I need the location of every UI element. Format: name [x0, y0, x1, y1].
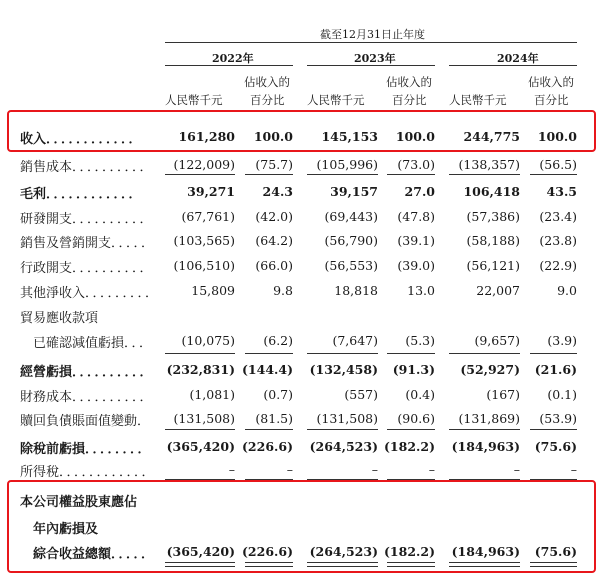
unit-label-2022: 人民幣千元 — [165, 93, 223, 107]
amount-cell: (365,420) — [166, 544, 235, 559]
percent-cell: (0.1) — [547, 387, 577, 402]
percent-cell: (23.8) — [539, 233, 577, 248]
row-label — [20, 156, 154, 175]
year-underline-2022 — [165, 65, 293, 66]
column-rule — [530, 174, 577, 175]
column-rule — [245, 174, 293, 175]
column-rule — [307, 429, 378, 430]
column-rule — [165, 174, 235, 175]
amount-cell: (57,386) — [466, 209, 520, 224]
amount-cell: (1,081) — [189, 387, 235, 402]
amount-cell: 39,271 — [187, 184, 235, 199]
percent-cell: (3.9) — [547, 333, 577, 348]
column-rule — [530, 429, 577, 430]
amount-cell: (10,075) — [181, 333, 235, 348]
percent-cell: 9.0 — [557, 283, 577, 298]
highlight-box-revenue — [7, 110, 596, 152]
percent-cell: (64.2) — [255, 233, 293, 248]
amount-cell: – — [371, 462, 378, 477]
amount-cell: (56,553) — [324, 258, 378, 273]
amount-cell: (7,647) — [332, 333, 378, 348]
column-rule — [449, 174, 520, 175]
percent-cell: (73.0) — [397, 157, 435, 172]
row-label-text: 已確認減值虧損 — [20, 336, 125, 351]
amount-cell: (103,565) — [173, 233, 235, 248]
amount-cell: (131,869) — [458, 411, 520, 426]
percent-cell: 9.8 — [273, 283, 293, 298]
row-label-text: 行政開支 — [20, 261, 73, 276]
pct-label-2023-line1: 佔收入的 — [386, 75, 432, 89]
column-rule — [165, 353, 235, 354]
percent-cell: – — [428, 462, 435, 477]
amount-cell: (106,510) — [173, 258, 235, 273]
row-leader-dots: ．．．．． — [111, 547, 156, 562]
percent-cell: 24.3 — [262, 184, 293, 199]
amount-cell: (58,188) — [466, 233, 520, 248]
amount-cell: (69,443) — [324, 209, 378, 224]
percent-cell: (53.9) — [539, 411, 577, 426]
percent-cell: (226.6) — [242, 544, 293, 559]
percent-cell: (81.5) — [255, 411, 293, 426]
row-label-text: 年內虧損及 — [20, 522, 99, 537]
unit-label-2024: 人民幣千元 — [449, 93, 507, 107]
amount-cell: (184,963) — [451, 439, 520, 454]
row-label-text: 其他淨收入 — [20, 286, 86, 301]
row-leader-dots: ．．．．．．．．．．．． — [59, 465, 156, 480]
column-rule — [530, 353, 577, 354]
row-label — [20, 332, 153, 351]
amount-cell: (131,508) — [316, 411, 378, 426]
percent-cell: 100.0 — [253, 129, 293, 144]
percent-cell: (75.6) — [534, 544, 577, 559]
amount-cell: – — [228, 462, 235, 477]
percent-cell: (75.7) — [255, 157, 293, 172]
pct-label-2022-line2: 百分比 — [250, 93, 285, 107]
percent-cell: (0.4) — [405, 387, 435, 402]
row-label — [20, 386, 154, 405]
row-leader-dots: ．．．．．．．．．． — [72, 160, 154, 175]
column-rule — [387, 353, 435, 354]
percent-cell: (182.2) — [384, 439, 435, 454]
percent-cell: (90.6) — [397, 411, 435, 426]
amount-cell: 106,418 — [463, 184, 520, 199]
row-leader-dots: ．．．．．．．．．． — [72, 365, 154, 380]
row-label-text: 贖回負債賬面值變動 — [20, 414, 138, 429]
row-label-text: 綜合收益總額 — [20, 547, 112, 562]
pct-label-2024-line1: 佔收入的 — [528, 75, 574, 89]
row-leader-dots: ．．．．．．．．．． — [72, 390, 154, 405]
amount-cell: – — [513, 462, 520, 477]
row-label — [20, 183, 143, 202]
unit-label-2023: 人民幣千元 — [307, 93, 365, 107]
row-label-text: 毛利 — [20, 187, 47, 202]
percent-cell: (6.2) — [263, 333, 293, 348]
column-rule — [449, 353, 520, 354]
row-leader-dots: ．．．．．．．．．． — [72, 212, 154, 227]
amount-cell: (67,761) — [181, 209, 235, 224]
row-label-text: 本公司權益股東應佔 — [20, 495, 138, 510]
percent-cell: 100.0 — [537, 129, 577, 144]
amount-cell: 145,153 — [321, 129, 378, 144]
percent-cell: (66.0) — [255, 258, 293, 273]
row-leader-dots: ．．．．．．．．．．．． — [46, 132, 143, 147]
column-rule — [245, 429, 293, 430]
row-label-text: 除稅前虧損 — [20, 442, 86, 457]
amount-cell: (105,996) — [316, 157, 378, 172]
amount-cell: (131,508) — [173, 411, 235, 426]
row-label-text: 銷售成本 — [20, 160, 73, 175]
percent-cell: (75.6) — [534, 439, 577, 454]
percent-cell: (22.9) — [539, 258, 577, 273]
row-leader-dots: ．．． — [124, 336, 154, 351]
percent-cell: 43.5 — [546, 184, 577, 199]
row-label — [20, 307, 98, 326]
row-leader-dots: ．．．．． — [111, 236, 156, 251]
percent-cell: 27.0 — [404, 184, 435, 199]
row-leader-dots: ． — [137, 414, 152, 429]
percent-cell: (5.3) — [405, 333, 435, 348]
row-leader-dots: ．．．．．．．． — [85, 442, 152, 457]
year-underline-2024 — [449, 65, 577, 66]
amount-cell: (264,523) — [309, 439, 378, 454]
percent-cell: 100.0 — [395, 129, 435, 144]
percent-cell: (226.6) — [242, 439, 293, 454]
percent-cell: (39.0) — [397, 258, 435, 273]
amount-cell: (264,523) — [309, 544, 378, 559]
column-rule — [307, 174, 378, 175]
row-label — [20, 208, 154, 227]
row-label — [20, 257, 154, 276]
amount-cell: (56,121) — [466, 258, 520, 273]
amount-cell: (56,790) — [324, 233, 378, 248]
column-rule — [245, 353, 293, 354]
amount-cell: (232,831) — [166, 362, 235, 377]
column-rule — [307, 353, 378, 354]
percent-cell: (47.8) — [397, 209, 435, 224]
row-label — [20, 410, 151, 429]
percent-cell: (39.1) — [397, 233, 435, 248]
amount-cell: 244,775 — [463, 129, 520, 144]
row-label-text: 銷售及營銷開支 — [20, 236, 112, 251]
percent-cell: (91.3) — [392, 362, 435, 377]
row-label-text: 收入 — [20, 132, 47, 147]
amount-cell: (557) — [344, 387, 378, 402]
amount-cell: (9,657) — [474, 333, 520, 348]
amount-cell: 39,157 — [330, 184, 378, 199]
row-label — [20, 461, 156, 480]
year-2023: 2023年 — [354, 52, 396, 65]
percent-cell: (42.0) — [255, 209, 293, 224]
pct-label-2022-line1: 佔收入的 — [244, 75, 290, 89]
percent-cell: (144.4) — [242, 362, 293, 377]
amount-cell: 22,007 — [476, 283, 520, 298]
year-2024: 2024年 — [497, 52, 539, 65]
column-rule — [165, 429, 235, 430]
row-label-text: 財務成本 — [20, 390, 73, 405]
row-label-text: 經營虧損 — [20, 365, 73, 380]
amount-cell: (365,420) — [166, 439, 235, 454]
amount-cell: (132,458) — [309, 362, 378, 377]
period-underline — [165, 42, 577, 43]
pct-label-2023-line2: 百分比 — [392, 93, 427, 107]
percent-cell: – — [570, 462, 577, 477]
column-rule — [387, 429, 435, 430]
percent-cell: (182.2) — [384, 544, 435, 559]
amount-cell: (138,357) — [458, 157, 520, 172]
row-leader-dots: ．．．．．．．．． — [85, 286, 160, 301]
period-heading: 截至12月31日止年度 — [320, 28, 425, 41]
row-label-text: 研發開支 — [20, 212, 73, 227]
amount-cell: (122,009) — [173, 157, 235, 172]
row-label — [20, 438, 152, 457]
row-label-text: 貿易應收款項 — [20, 311, 99, 326]
row-label-text: 所得稅 — [20, 465, 60, 480]
percent-cell: (0.7) — [263, 387, 293, 402]
percent-cell: (56.5) — [539, 157, 577, 172]
amount-cell: 18,818 — [334, 283, 378, 298]
row-leader-dots: ．．．．．．．．．． — [72, 261, 154, 276]
row-leader-dots: ．．．．．．．．．．．． — [46, 187, 143, 202]
percent-cell: – — [286, 462, 293, 477]
row-label — [20, 361, 154, 380]
row-label — [20, 232, 155, 251]
percent-cell: (21.6) — [534, 362, 577, 377]
amount-cell: 161,280 — [178, 129, 235, 144]
year-underline-2023 — [307, 65, 435, 66]
amount-cell: (184,963) — [451, 544, 520, 559]
percent-cell: 13.0 — [407, 283, 435, 298]
column-rule — [387, 174, 435, 175]
amount-cell: (52,927) — [460, 362, 520, 377]
column-rule — [449, 429, 520, 430]
highlight-box-total-loss — [7, 480, 596, 573]
amount-cell: (167) — [486, 387, 520, 402]
pct-label-2024-line2: 百分比 — [534, 93, 569, 107]
year-2022: 2022年 — [212, 52, 254, 65]
percent-cell: (23.4) — [539, 209, 577, 224]
row-label — [20, 282, 159, 301]
amount-cell: 15,809 — [191, 283, 235, 298]
